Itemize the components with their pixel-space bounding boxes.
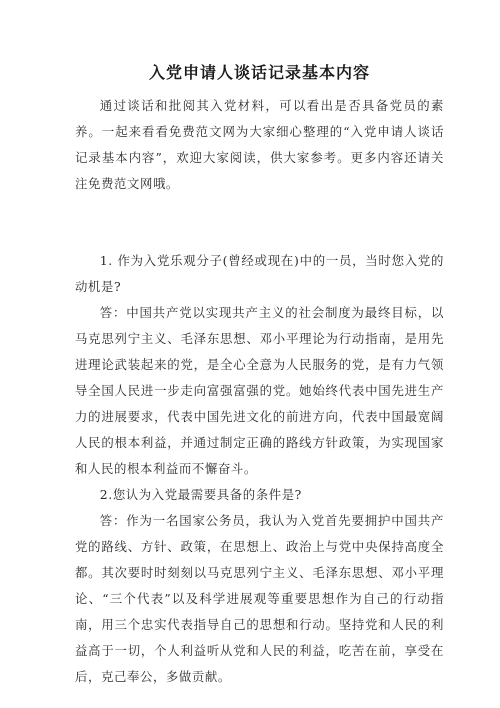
question-2: 2.您认为入党最需要具备的条件是?: [99, 487, 302, 502]
answer-1: 答：中国共产党以实现共产主义的社会制度为最终目标，以马克思列宁主义、毛泽东思想、邓小平理论为行动指南，是用先进理论武装起来的党，是全心全意为人民服务的党，是有力气领导全国人民进一步走向富强富强的党。她始终代表中国先进生产力的进展要求，代表中国先进文化的前进方向，代表中国最宽阔人民的根本利益，并通过制定正确的路线方针政策，为实现国家和人民的根本利益而不懈奋斗。: [75, 305, 444, 476]
question-1: 1. 作为入党乐观分子(曾经或现在)中的一员，当时您入党的动机是?: [75, 253, 444, 294]
document-title: 入党申请人谈话记录基本内容: [148, 63, 370, 82]
answer-2: 答：作为一名国家公务员，我认为入党首先要拥护中国共产党的路线、方针、政策，在思想上、政治上与党中央保持高度全都。其次要时时刻刻以马克思列宁主义、毛泽东思想、邓小平理论、“三个代表”以及科学进展观等重要思想作为自己的行动指南，用三个忠实代表指导自己的思想和行动。坚持党和人民的利益高于一切，个人利益听从党和人民的利益，吃苦在前，享受在后，克己奉公，多做贡献。: [75, 513, 444, 684]
intro-paragraph: 通过谈话和批阅其入党材料，可以看出是否具备党员的素养。一起来看看免费范文网为大家细心整理的“入党申请人谈话记录基本内容”，欢迎大家阅读，供大家参考。更多内容还请关注免费范文网哦。: [75, 98, 444, 191]
